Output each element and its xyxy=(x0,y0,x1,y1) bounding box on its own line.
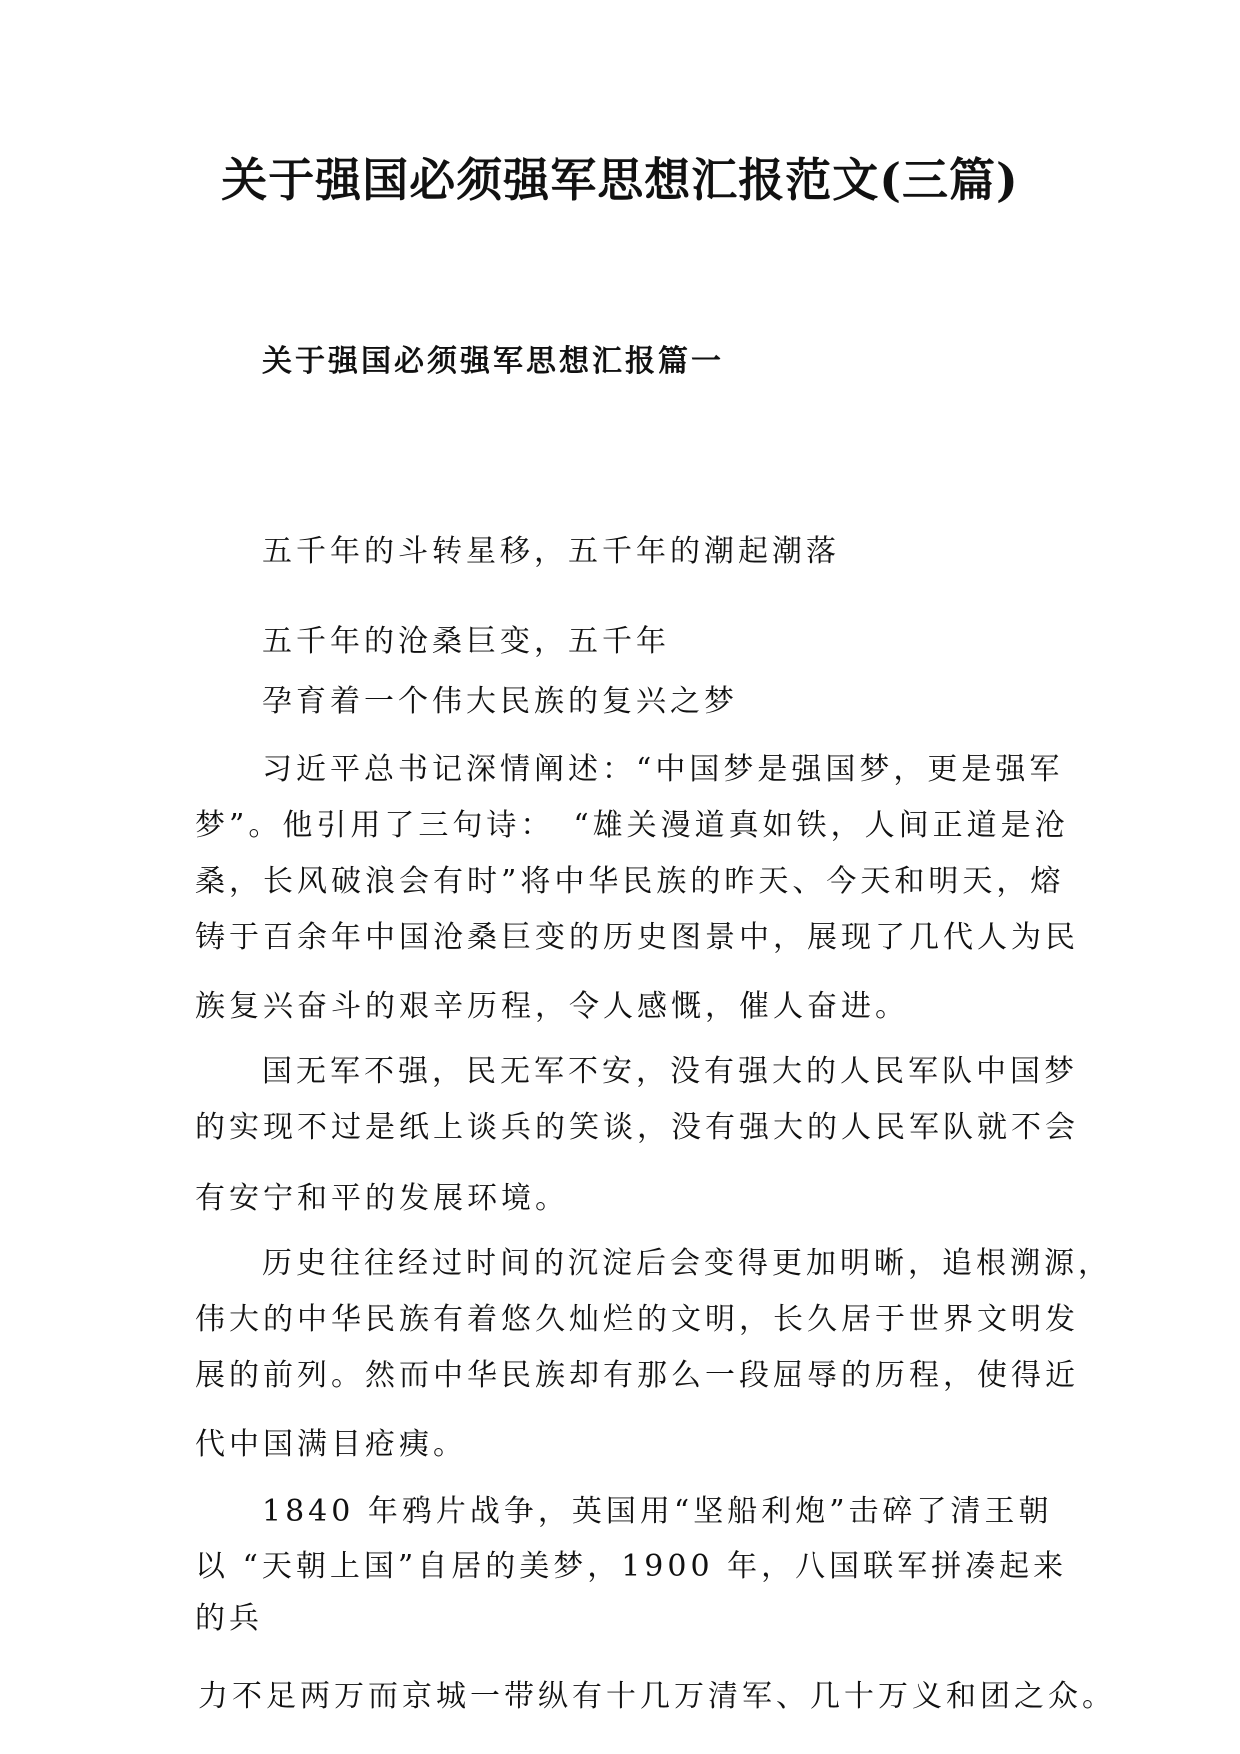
body-line: 的实现不过是纸上谈兵的笑谈，没有强大的人民军队就不会 xyxy=(195,1110,1079,1145)
body-line: 代中国满目疮痍。 xyxy=(195,1427,467,1462)
body-line: 桑，长风破浪会有时”将中华民族的昨天、今天和明天，熔 xyxy=(195,864,1065,899)
body-line: 五千年的沧桑巨变，五千年 xyxy=(262,624,670,659)
body-line: 1840 年鸦片战争，英国用“坚船利炮”击碎了清王朝 xyxy=(262,1494,1053,1529)
document-title: 关于强国必须强军思想汇报范文(三篇) xyxy=(221,153,1019,207)
body-line: 族复兴奋斗的艰辛历程，令人感慨，催人奋进。 xyxy=(195,989,909,1024)
body-line: 国无军不强，民无军不安，没有强大的人民军队中国梦 xyxy=(262,1054,1078,1089)
body-line: 力不足两万而京城一带纵有十几万清军、几十万义和团之众。 xyxy=(198,1679,1116,1714)
body-line: 梦”。他引用了三句诗： “雄关漫道真如铁，人间正道是沧 xyxy=(195,808,1069,843)
body-line: 铸于百余年中国沧桑巨变的历史图景中，展现了几代人为民 xyxy=(195,920,1079,955)
body-line: 孕育着一个伟大民族的复兴之梦 xyxy=(262,684,738,719)
body-line: 五千年的斗转星移，五千年的潮起潮落 xyxy=(262,534,840,569)
body-line: 伟大的中华民族有着悠久灿烂的文明，长久居于世界文明发 xyxy=(195,1302,1079,1337)
body-line: 历史往往经过时间的沉淀后会变得更加明晰，追根溯源， xyxy=(262,1246,1112,1281)
section-heading: 关于强国必须强军思想汇报篇一 xyxy=(262,344,724,379)
body-line: 以 “天朝上国”自居的美梦，1900 年，八国联军拼凑起来 xyxy=(195,1549,1068,1584)
body-line: 的兵 xyxy=(195,1601,263,1636)
body-line: 习近平总书记深情阐述：“中国梦是强国梦，更是强军 xyxy=(262,752,1064,787)
body-line: 有安宁和平的发展环境。 xyxy=(195,1181,569,1216)
body-line: 展的前列。然而中华民族却有那么一段屈辱的历程，使得近 xyxy=(195,1358,1079,1393)
